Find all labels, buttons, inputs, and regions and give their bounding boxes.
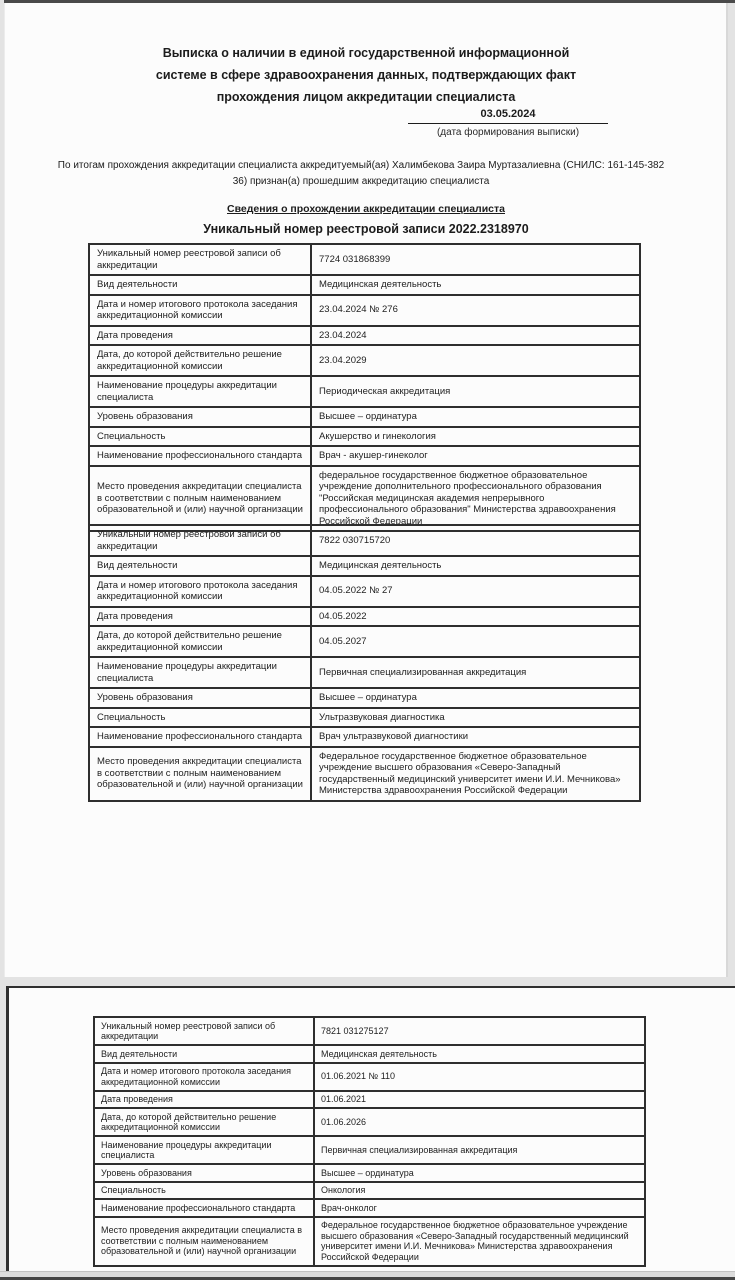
table-row [89, 556, 640, 576]
field-label: Уровень образования [94, 1164, 314, 1182]
table-row [94, 1217, 645, 1266]
field-label: Вид деятельности [89, 556, 311, 576]
table-row [89, 427, 640, 447]
field-value: Ультразвуковая диагностика [311, 708, 640, 728]
accreditation-record-table-1 [88, 243, 641, 532]
table-row [89, 525, 640, 556]
field-label: Дата и номер итогового протокола заседания аккредитационной комиссии [89, 295, 311, 326]
field-label: Наименование процедуры аккредитации специалиста [89, 657, 311, 688]
field-label: Вид деятельности [94, 1045, 314, 1063]
field-value: 23.04.2024 № 276 [311, 295, 640, 326]
document-page-2 [6, 986, 735, 1271]
field-value: Врач - акушер-гинеколог [311, 446, 640, 466]
accreditation-record-table-2 [88, 524, 641, 802]
scan-bottom-edge [0, 1271, 735, 1280]
table-row [89, 657, 640, 688]
table-row [94, 1199, 645, 1217]
field-value: Федеральное государственное бюджетное образовательное учреждение высшего образования «Северо-Западный государственный медицинский университет имени И.И. Мечникова» Министерства здравоохранения Российской Федерации [314, 1217, 645, 1266]
field-value: Медицинская деятельность [311, 275, 640, 295]
field-label: Место проведения аккредитации специалиста в соответствии с полным наименованием образовательной и (или) научной организации [89, 747, 311, 801]
field-label: Специальность [94, 1182, 314, 1200]
field-label: Уникальный номер реестровой записи об аккредитации [89, 525, 311, 556]
field-value: 01.06.2026 [314, 1108, 645, 1136]
table-row [94, 1136, 645, 1164]
field-label: Уровень образования [89, 407, 311, 427]
field-label: Дата и номер итогового протокола заседания аккредитационной комиссии [89, 576, 311, 607]
table-row [94, 1017, 645, 1045]
table-row [89, 326, 640, 346]
field-value: 01.06.2021 № 110 [314, 1063, 645, 1091]
table-row [89, 244, 640, 275]
field-label: Специальность [89, 708, 311, 728]
field-value: Медицинская деятельность [311, 556, 640, 576]
field-label: Дата проведения [89, 607, 311, 627]
field-value: 01.06.2021 [314, 1091, 645, 1109]
table-row [89, 626, 640, 657]
field-value: 7724 031868399 [311, 244, 640, 275]
table-row [89, 376, 640, 407]
field-value: Высшее – ординатура [311, 407, 640, 427]
field-label: Вид деятельности [89, 275, 311, 295]
field-label: Дата проведения [89, 326, 311, 346]
field-value: Онкология [314, 1182, 645, 1200]
field-value: 04.05.2027 [311, 626, 640, 657]
document-title [4, 42, 728, 108]
field-value: 23.04.2029 [311, 345, 640, 376]
table-row [89, 466, 640, 532]
table-row [89, 708, 640, 728]
table-row [89, 576, 640, 607]
field-value: Высшее – ординатура [314, 1164, 645, 1182]
table-row [89, 747, 640, 801]
registry-number-heading: Уникальный номер реестровой записи 2022.2318970 [203, 222, 529, 236]
field-value: Высшее – ординатура [311, 688, 640, 708]
section-heading: Сведения о прохождении аккредитации специалиста [227, 203, 505, 215]
intro-paragraph: По итогам прохождения аккредитации специалиста аккредитуемый(ая) Халимбекова Заира Муртазалиевна (СНИЛС: 161-145-382 36) признан(а) прошедшим аккредитацию специалиста [57, 160, 665, 187]
field-label: Уникальный номер реестровой записи об аккредитации [89, 244, 311, 275]
field-label: Наименование профессионального стандарта [89, 727, 311, 747]
field-label: Дата, до которой действительно решение аккредитационной комиссии [89, 345, 311, 376]
table-row [94, 1045, 645, 1063]
field-value: Медицинская деятельность [314, 1045, 645, 1063]
field-value: Периодическая аккредитация [311, 376, 640, 407]
table-row [94, 1091, 645, 1109]
field-label: Наименование процедуры аккредитации специалиста [94, 1136, 314, 1164]
table-row [94, 1164, 645, 1182]
table-row [89, 446, 640, 466]
field-label: Наименование процедуры аккредитации специалиста [89, 376, 311, 407]
field-label: Дата и номер итогового протокола заседания аккредитационной комиссии [94, 1063, 314, 1091]
extract-date-caption: (дата формирования выписки) [436, 127, 580, 138]
table-row [89, 688, 640, 708]
field-label: Специальность [89, 427, 311, 447]
table-row [89, 407, 640, 427]
field-value: Акушерство и гинекология [311, 427, 640, 447]
accreditation-record-table-3 [93, 1016, 646, 1267]
table-row [94, 1063, 645, 1091]
table-row [89, 275, 640, 295]
extract-date-block [408, 108, 608, 138]
field-value: федеральное государственное бюджетное образовательное учреждение дополнительного профессионального образования "Российская медицинская академия непрерывного профессионального образования" Министерства здравоохранения Российской Федерации [311, 466, 640, 532]
field-value: Федеральное государственное бюджетное образовательное учреждение высшего образования «Северо-Западный государственный медицинский университет имени И.И. Мечникова» Министерства здравоохранения Российской Федерации [311, 747, 640, 801]
table-row [94, 1108, 645, 1136]
field-label: Наименование профессионального стандарта [94, 1199, 314, 1217]
table-row [89, 607, 640, 627]
table-row [89, 295, 640, 326]
field-value: Врач-онколог [314, 1199, 645, 1217]
table-row [89, 345, 640, 376]
table-row [89, 727, 640, 747]
field-label: Место проведения аккредитации специалиста в соответствии с полным наименованием образовательной и (или) научной организации [89, 466, 311, 532]
field-value: Первичная специализированная аккредитация [311, 657, 640, 688]
field-value: 7821 031275127 [314, 1017, 645, 1045]
field-label: Уникальный номер реестровой записи об аккредитации [94, 1017, 314, 1045]
field-value: 23.04.2024 [311, 326, 640, 346]
title-line-1: Выписка о наличии в единой государственной информационной [162, 46, 570, 60]
field-value: Врач ультразвуковой диагностики [311, 727, 640, 747]
field-value: 04.05.2022 № 27 [311, 576, 640, 607]
field-label: Уровень образования [89, 688, 311, 708]
field-label: Дата, до которой действительно решение аккредитационной комиссии [94, 1108, 314, 1136]
title-line-3: прохождения лицом аккредитации специалиста [216, 90, 516, 104]
field-value: Первичная специализированная аккредитация [314, 1136, 645, 1164]
title-line-2: системе в сфере здравоохранения данных, подтверждающих факт [155, 68, 577, 82]
field-value: 7822 030715720 [311, 525, 640, 556]
extract-date: 03.05.2024 [408, 108, 608, 124]
field-label: Дата проведения [94, 1091, 314, 1109]
field-label: Наименование профессионального стандарта [89, 446, 311, 466]
table-row [94, 1182, 645, 1200]
document-page-1 [4, 3, 728, 977]
field-label: Дата, до которой действительно решение аккредитационной комиссии [89, 626, 311, 657]
field-value: 04.05.2022 [311, 607, 640, 627]
field-label: Место проведения аккредитации специалиста в соответствии с полным наименованием образовательной и (или) научной организации [94, 1217, 314, 1266]
